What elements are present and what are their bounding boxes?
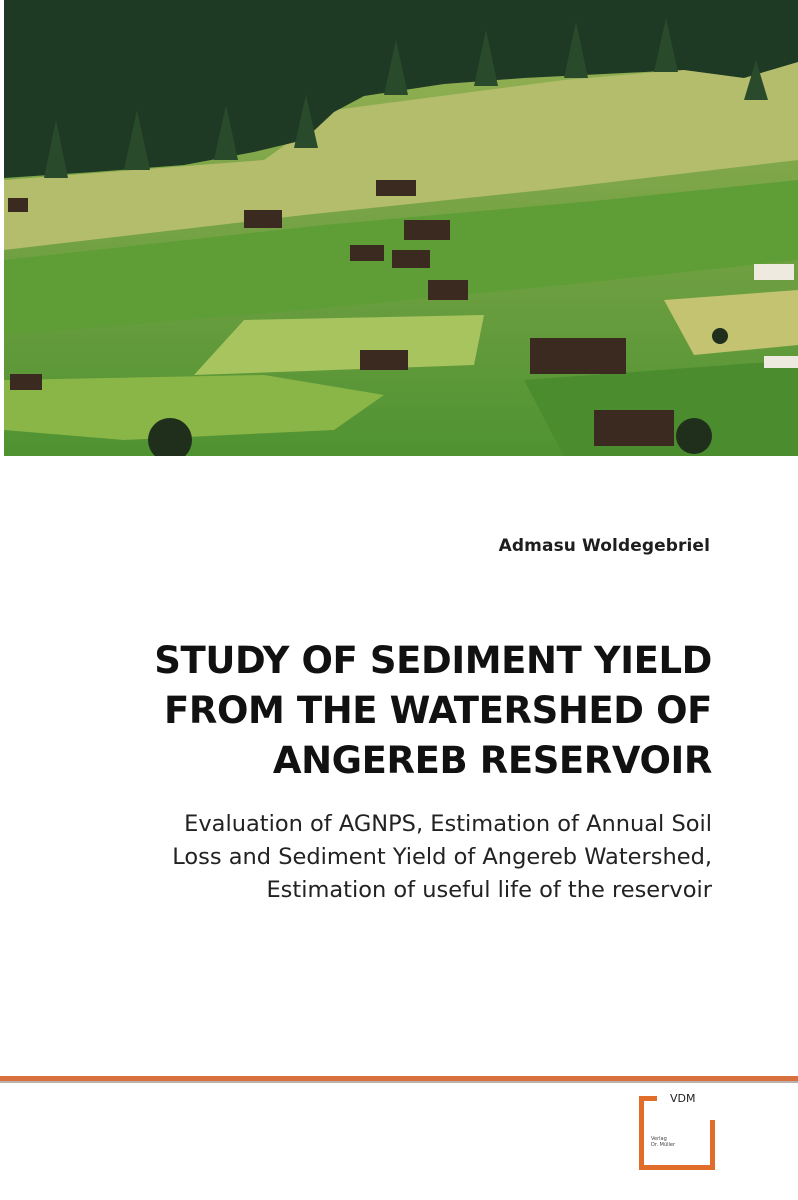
publisher-line: Verlag	[651, 1136, 667, 1142]
publisher-logo	[639, 1092, 719, 1172]
logo-frame-right	[710, 1120, 715, 1170]
publisher-line: Dr. Müller	[651, 1142, 676, 1148]
book-title	[32, 636, 712, 786]
cover-photo	[4, 0, 798, 456]
title-line: STUDY OF SEDIMENT YIELD	[154, 639, 712, 682]
title-line: ANGEREB RESERVOIR	[272, 739, 712, 782]
subtitle-line: Estimation of useful life of the reservoir	[266, 877, 712, 903]
author-name: Admasu Woldegebriel	[498, 536, 710, 556]
subtitle-line: Loss and Sediment Yield of Angereb Watershed,	[172, 844, 712, 870]
book-subtitle	[12, 808, 712, 907]
divider-rule	[0, 1081, 798, 1083]
logo-frame-bottom	[639, 1165, 715, 1170]
publisher-name	[651, 1136, 701, 1148]
publisher-brand: VDM	[670, 1092, 696, 1105]
logo-frame-left	[639, 1096, 644, 1170]
title-line: FROM THE WATERSHED OF	[163, 689, 712, 732]
subtitle-line: Evaluation of AGNPS, Estimation of Annual Soil	[184, 811, 712, 837]
